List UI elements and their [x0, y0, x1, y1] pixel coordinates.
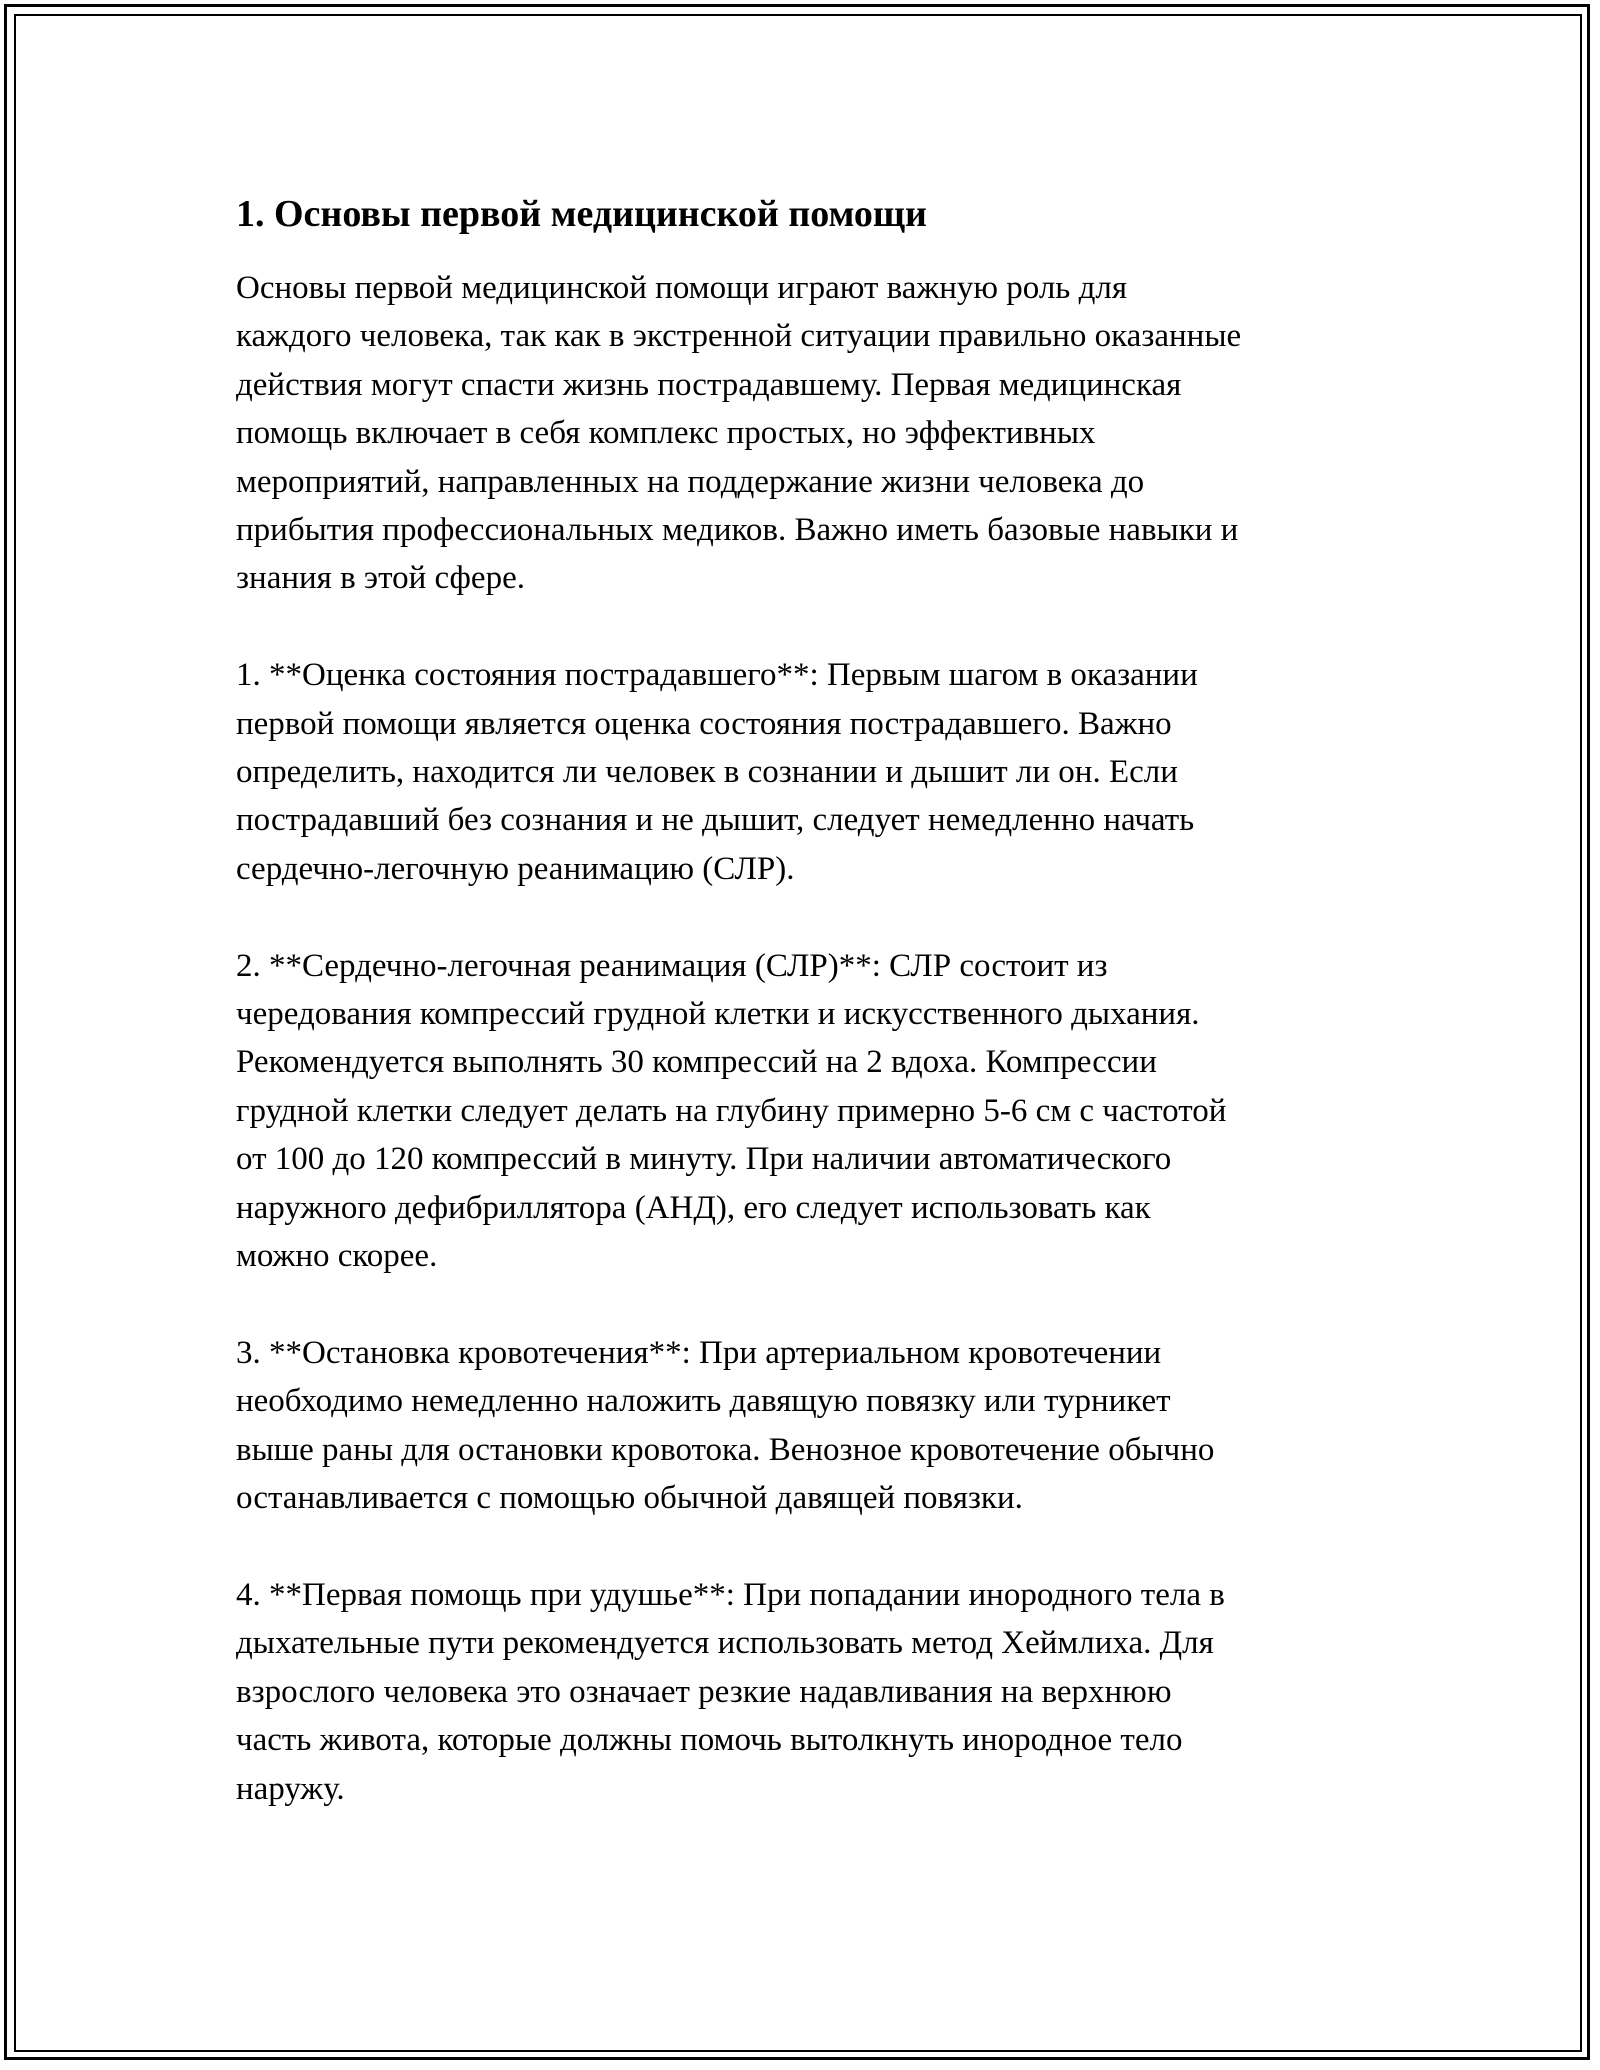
- text-line: можно скорее.: [236, 1238, 438, 1275]
- text-line: выше раны для остановки кровотока. Венозное кровотечение обычно: [236, 1431, 1215, 1468]
- text-line: 4. **Первая помощь при удушье**: При попадании инородного тела в: [236, 1576, 1225, 1613]
- section-heading: 1. Основы первой медицинской помощи: [236, 193, 927, 235]
- text-line: действия могут спасти жизнь пострадавшему. Первая медицинская: [236, 366, 1182, 403]
- text-line: наружного дефибриллятора (АНД), его следует использовать как: [236, 1189, 1151, 1226]
- text-line: 2. **Сердечно-легочная реанимация (СЛР)**: СЛР состоит из: [236, 947, 1108, 984]
- text-line: 1. **Оценка состояния пострадавшего**: Первым шагом в оказании: [236, 657, 1198, 694]
- cpr-paragraph: [236, 942, 1376, 1281]
- text-line: сердечно-легочную реанимацию (СЛР).: [236, 850, 795, 887]
- text-line: первой помощи является оценка состояния пострадавшего. Важно: [236, 705, 1172, 742]
- text-line: знания в этой сфере.: [236, 560, 525, 597]
- assessment-paragraph: [236, 651, 1376, 893]
- text-line: взрослого человека это означает резкие надавливания на верхнюю: [236, 1673, 1172, 1710]
- text-line: необходимо немедленно наложить давящую повязку или турникет: [236, 1383, 1171, 1420]
- text-line: помощь включает в себя комплекс простых, но эффективных: [236, 415, 1096, 452]
- bleeding-paragraph: [236, 1329, 1376, 1523]
- text-line: дыхательные пути рекомендуется использовать метод Хеймлиха. Для: [236, 1625, 1214, 1662]
- choking-paragraph: [236, 1571, 1376, 1813]
- text-line: 3. **Остановка кровотечения**: При артериальном кровотечении: [236, 1334, 1162, 1371]
- text-line: часть живота, которые должны помочь вытолкнуть инородное тело: [236, 1722, 1183, 1759]
- text-line: определить, находится ли человек в сознании и дышит ли он. Если: [236, 754, 1178, 791]
- document-body: [236, 186, 1376, 1861]
- text-line: Основы первой медицинской помощи играют важную роль для: [236, 270, 1128, 306]
- text-line: мероприятий, направленных на поддержание жизни человека до: [236, 463, 1145, 500]
- text-line: останавливается с помощью обычной давящей повязки.: [236, 1480, 1023, 1517]
- text-line: Рекомендуется выполнять 30 компрессий на 2 вдоха. Компрессии: [236, 1044, 1157, 1081]
- text-line: от 100 до 120 компрессий в минуту. При наличии автоматического: [236, 1141, 1172, 1178]
- text-line: пострадавший без сознания и не дышит, следует немедленно начать: [236, 802, 1195, 839]
- text-line: прибытия профессиональных медиков. Важно иметь базовые навыки и: [236, 512, 1239, 549]
- text-line: грудной клетки следует делать на глубину примерно 5-6 см с частотой: [236, 1092, 1227, 1129]
- text-line: каждого человека, так как в экстренной ситуации правильно оказанные: [236, 318, 1242, 355]
- text-line: наружу.: [236, 1770, 345, 1807]
- text-line: чередования компрессий грудной клетки и искусственного дыхания.: [236, 996, 1200, 1033]
- intro-paragraph: [236, 264, 1376, 603]
